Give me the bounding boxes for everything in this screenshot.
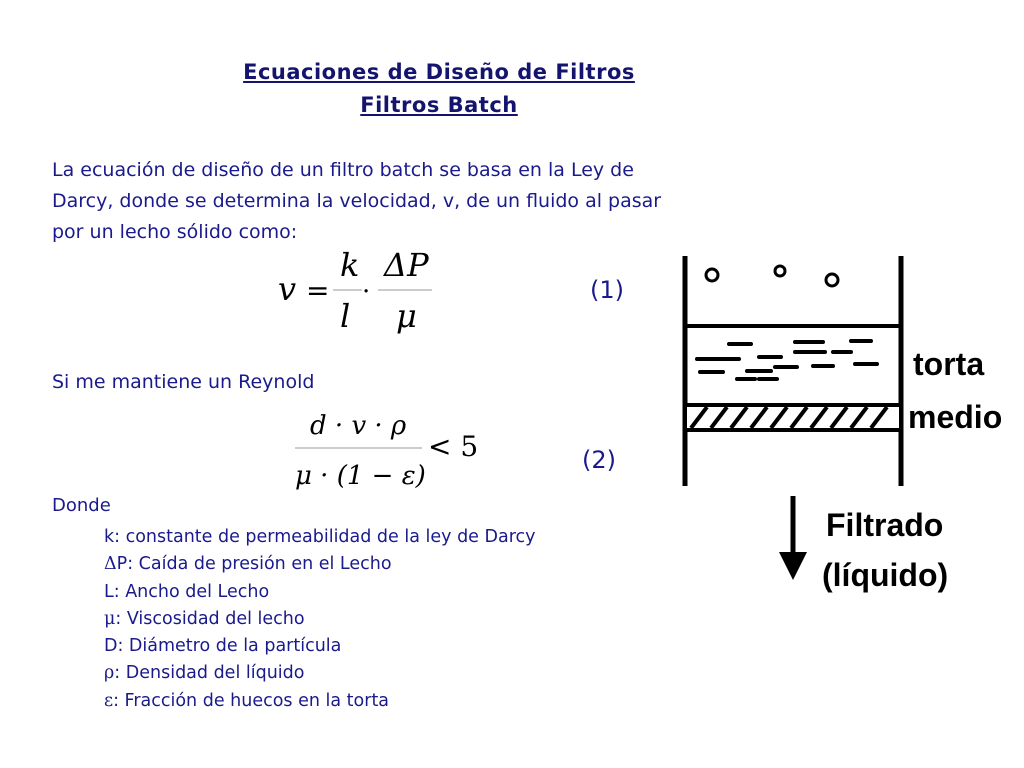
eq2-relation: < 5	[428, 430, 479, 463]
eq2-denominator: μ · (1 − ε)	[295, 461, 426, 491]
cake-dashes	[697, 341, 877, 379]
definition-text: k: constante de permeabilidad de la ley de Darcy	[104, 527, 536, 547]
definition-text: : Viscosidad del lecho	[115, 608, 305, 629]
definitions-list	[104, 524, 536, 715]
eq1-frac1-den: l	[340, 297, 351, 335]
label-medio: medio	[908, 399, 1003, 435]
reynolds-inequality	[290, 404, 490, 496]
eq1-frac2-den: μ	[396, 297, 417, 335]
intro-line-3: por un lecho sólido como:	[52, 221, 298, 243]
donde-heading: Donde	[52, 495, 111, 516]
label-torta: torta	[913, 346, 985, 382]
definition-item	[104, 606, 536, 633]
intro-paragraph	[52, 155, 822, 248]
definition-item	[104, 579, 536, 606]
eq1-lhs: v	[278, 270, 297, 308]
equation-number-2: (2)	[582, 446, 616, 474]
definition-item	[104, 524, 536, 551]
filtrate-arrow-head-icon	[779, 552, 807, 580]
equation-number-1: (1)	[590, 276, 624, 304]
definition-symbol: Δ	[104, 554, 117, 575]
reynold-text: Si me mantiene un Reynold	[52, 371, 315, 393]
definition-text: P: Caída de presión en el Lecho	[116, 554, 392, 575]
page-subtitle: Filtros Batch	[360, 93, 518, 117]
darcy-equation	[270, 242, 470, 342]
definition-item	[104, 660, 536, 687]
eq1-equals: =	[306, 274, 330, 307]
eq1-dot: ·	[362, 277, 371, 307]
intro-line-2: Darcy, donde se determina la velocidad, v, de un fluido al pasar	[52, 190, 662, 212]
definition-text: D: Diámetro de la partícula	[104, 636, 342, 657]
particles	[706, 266, 838, 286]
intro-line-1: La ecuación de diseño de un filtro batch se basa en la Ley de	[52, 159, 634, 181]
definition-symbol: μ	[104, 608, 116, 629]
label-liquido: (líquido)	[822, 557, 949, 593]
definition-item	[104, 688, 536, 715]
definition-text: : Fracción de huecos en la torta	[113, 690, 390, 711]
definition-symbol: ρ	[104, 663, 115, 684]
batch-filter-diagram	[655, 248, 1020, 608]
definition-item	[104, 551, 536, 578]
definition-text: : Densidad del líquido	[114, 663, 305, 684]
definition-text: L: Ancho del Lecho	[104, 581, 270, 602]
eq1-frac2-num: ΔP	[384, 246, 429, 284]
label-filtrado: Filtrado	[826, 507, 944, 543]
page-title: Ecuaciones de Diseño de Filtros	[243, 60, 635, 84]
eq1-frac1-num: k	[340, 246, 360, 284]
definition-symbol: ε	[104, 690, 114, 711]
eq2-numerator: d · v · ρ	[310, 411, 407, 441]
definition-item	[104, 633, 536, 660]
